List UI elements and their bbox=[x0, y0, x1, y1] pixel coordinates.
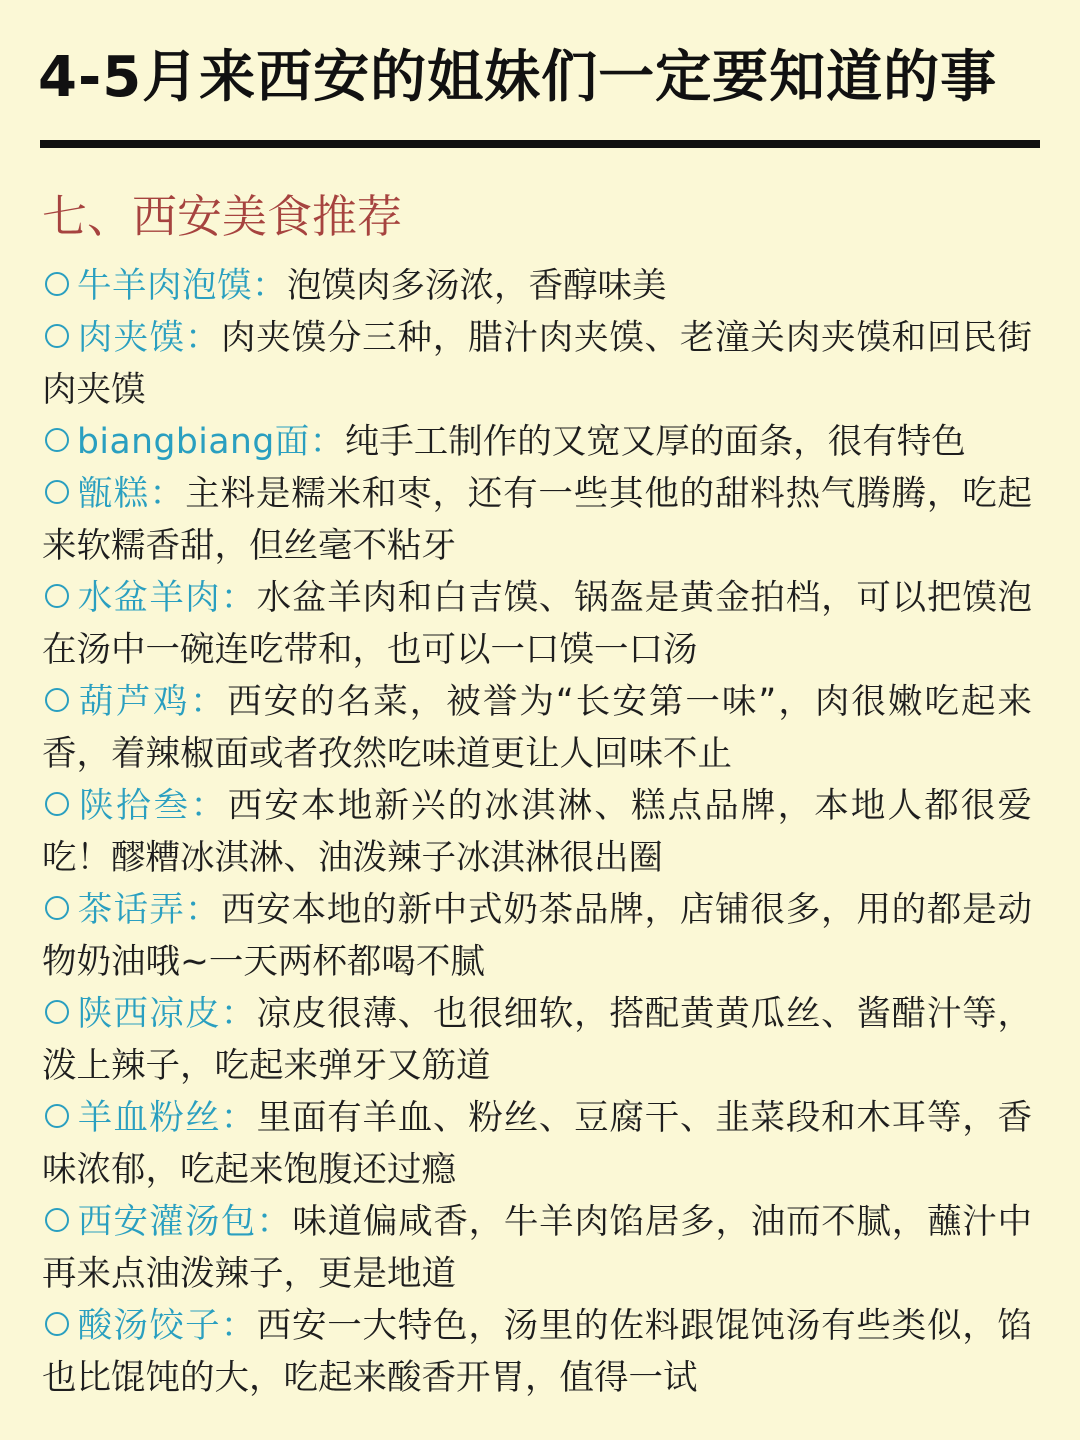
food-description: 西安一大特色，汤里的佐料跟馄饨汤有些类似，馅也比馄饨的大，吃起来酸香开胃，值得一试 bbox=[42, 1306, 1033, 1398]
food-item bbox=[42, 676, 1032, 780]
food-name: 葫芦鸡： bbox=[77, 682, 228, 722]
food-item bbox=[42, 1196, 1032, 1300]
food-description: 西安本地新兴的冰淇淋、糕点品牌，本地人都很爱吃！醪糟冰淇淋、油泼辣子冰淇淋很出圈 bbox=[42, 786, 1033, 878]
food-recommendation-list bbox=[42, 260, 1032, 1404]
food-name: 西安灌汤包： bbox=[77, 1202, 293, 1242]
food-item bbox=[42, 884, 1032, 988]
food-description: 纯手工制作的又宽又厚的面条，很有特色 bbox=[344, 422, 966, 462]
food-name: biangbiang面： bbox=[77, 422, 345, 462]
hollow-circle-icon bbox=[45, 896, 69, 920]
food-description: 味道偏咸香，牛羊肉馅居多，油而不腻，蘸汁中再来点油泼辣子，更是地道 bbox=[42, 1202, 1033, 1294]
food-name: 茶话弄： bbox=[77, 890, 221, 930]
food-item bbox=[42, 468, 1032, 572]
food-name: 陕西凉皮： bbox=[77, 994, 257, 1034]
title-divider bbox=[40, 140, 1040, 148]
food-name: 酸汤饺子： bbox=[77, 1306, 257, 1346]
hollow-circle-icon bbox=[45, 272, 69, 296]
hollow-circle-icon bbox=[45, 428, 69, 452]
food-name: 羊血粉丝： bbox=[77, 1098, 257, 1138]
hollow-circle-icon bbox=[45, 1000, 69, 1024]
food-item bbox=[42, 260, 1032, 312]
food-description: 泡馍肉多汤浓，香醇味美 bbox=[287, 266, 667, 306]
food-item bbox=[42, 1092, 1032, 1196]
hollow-circle-icon bbox=[45, 1312, 69, 1336]
hollow-circle-icon bbox=[45, 688, 69, 712]
food-description: 西安本地的新中式奶茶品牌，店铺很多，用的都是动物奶油哦~一天两杯都喝不腻 bbox=[42, 890, 1033, 982]
food-item bbox=[42, 416, 1032, 468]
food-description: 西安的名菜，被誉为“长安第一味”，肉很嫩吃起来香，着辣椒面或者孜然吃味道更让人回味不止 bbox=[42, 682, 1032, 774]
food-name: 水盆羊肉： bbox=[77, 578, 257, 618]
food-item bbox=[42, 988, 1032, 1092]
food-description: 主料是糯米和枣，还有一些其他的甜料热气腾腾，吃起来软糯香甜，但丝毫不粘牙 bbox=[42, 474, 1033, 566]
food-description: 肉夹馍分三种，腊汁肉夹馍、老潼关肉夹馍和回民街肉夹馍 bbox=[42, 318, 1033, 410]
hollow-circle-icon bbox=[45, 1104, 69, 1128]
food-item bbox=[42, 1300, 1032, 1404]
hollow-circle-icon bbox=[45, 480, 69, 504]
food-name: 甑糕： bbox=[77, 474, 186, 514]
food-item bbox=[42, 572, 1032, 676]
food-description: 凉皮很薄、也很细软，搭配黄黄瓜丝、酱醋汁等，泼上辣子，吃起来弹牙又筋道 bbox=[42, 994, 1033, 1086]
food-name: 牛羊肉泡馍： bbox=[77, 266, 287, 306]
page-title: 4-5月来西安的姐妹们一定要知道的事 bbox=[38, 45, 998, 110]
hollow-circle-icon bbox=[45, 792, 69, 816]
food-name: 肉夹馍： bbox=[77, 318, 221, 358]
section-heading: 七、西安美食推荐 bbox=[42, 190, 403, 243]
hollow-circle-icon bbox=[45, 324, 69, 348]
food-name: 陕拾叁： bbox=[77, 786, 228, 826]
hollow-circle-icon bbox=[45, 1208, 69, 1232]
hollow-circle-icon bbox=[45, 584, 69, 608]
food-description: 里面有羊血、粉丝、豆腐干、韭菜段和木耳等，香味浓郁，吃起来饱腹还过瘾 bbox=[42, 1098, 1033, 1190]
food-item bbox=[42, 780, 1032, 884]
food-description: 水盆羊肉和白吉馍、锅盔是黄金拍档，可以把馍泡在汤中一碗连吃带和，也可以一口馍一口汤 bbox=[42, 578, 1033, 670]
food-item bbox=[42, 312, 1032, 416]
